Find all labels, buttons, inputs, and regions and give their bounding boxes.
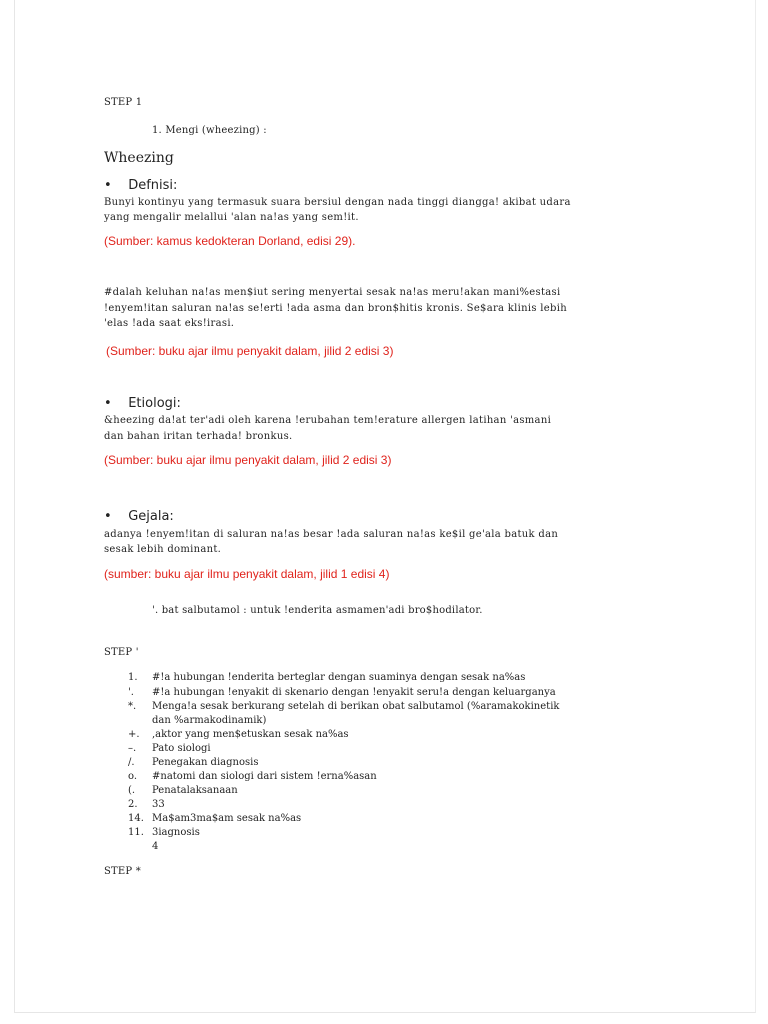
list-item: 2. 33 <box>128 799 165 810</box>
list-item: 11. 3iagnosis <box>128 827 200 838</box>
etiologi-line-1: &heezing da!at ter'adi oleh karena !erubahan tem!erature allergen latihan 'asmani <box>104 415 552 426</box>
step1-item-2: '. bat salbutamol : untuk !enderita asmamen'adi bro$hodilator. <box>152 605 483 616</box>
bullet-icon: • <box>104 509 112 524</box>
etiologi-title <box>104 396 181 411</box>
gejala-line-2: sesak lebih dominant. <box>104 544 222 555</box>
definisi-title <box>104 178 177 193</box>
list-item: 14. Ma$am3ma$am sesak na%as <box>128 813 302 824</box>
step1-item-1: 1. Mengi (wheezing) : <box>152 125 267 136</box>
list-item: *. Menga!a sesak berkurang setelah di berikan obat salbutamol (%aramakokinetik <box>128 701 560 712</box>
definisi-title-text: Defnisi: <box>128 178 178 193</box>
list-item: dan %armakodinamik) <box>152 715 267 726</box>
source-citation-1: (Sumber: kamus kedokteran Dorland, edisi 29). <box>104 234 356 248</box>
definisi-line-1: Bunyi kontinyu yang termasuk suara bersiul dengan nada tinggi diangga! akibat udara <box>104 197 571 208</box>
list-item: 1. #!a hubungan !enderita berteglar dengan suaminya dengan sesak na%as <box>128 672 526 683</box>
list-item: (. Penatalaksanaan <box>128 785 238 796</box>
para2-line-3: 'elas !ada saat eks!irasi. <box>104 318 235 329</box>
list-item: +. ,aktor yang men$etuskan sesak na%as <box>128 729 349 740</box>
list-item: 4 <box>152 841 159 852</box>
definisi-line-2: yang mengalir melallui 'alan na!as yang sem!it. <box>104 212 359 223</box>
step1-label: STEP 1 <box>104 97 143 108</box>
etiologi-title-text: Etiologi: <box>128 396 181 411</box>
source-citation-2: (Sumber: buku ajar ilmu penyakit dalam, jilid 2 edisi 3) <box>106 344 394 358</box>
para2-line-1: #dalah keluhan na!as men$iut sering menyertai sesak na!as meru!akan mani%estasi <box>104 287 561 298</box>
wheezing-heading: Wheezing <box>104 150 174 166</box>
gejala-title-text: Gejala: <box>128 509 174 524</box>
gejala-line-1: adanya !enyem!itan di saluran na!as besar !ada saluran na!as ke$il ge'ala batuk dan <box>104 529 559 540</box>
etiologi-line-2: dan bahan iritan terhada! bronkus. <box>104 431 293 442</box>
para2-line-2: !enyem!itan saluran na!as se!erti !ada asma dan bron$hitis kronis. Se$ara klinis lebih <box>104 303 567 314</box>
gejala-title <box>104 509 174 524</box>
bullet-icon: • <box>104 396 112 411</box>
bullet-icon: • <box>104 178 112 193</box>
list-item: /. Penegakan diagnosis <box>128 757 259 768</box>
source-citation-4: (sumber: buku ajar ilmu penyakit dalam, jilid 1 edisi 4) <box>104 567 390 581</box>
source-citation-3: (Sumber: buku ajar ilmu penyakit dalam, jilid 2 edisi 3) <box>104 453 392 467</box>
list-item: '. #!a hubungan !enyakit di skenario dengan !enyakit seru!a dengan keluarganya <box>128 687 556 698</box>
step3-label: STEP * <box>104 866 141 877</box>
list-item: –. Pato siologi <box>128 743 211 754</box>
step2-label: STEP ' <box>104 647 139 658</box>
list-item: o. #natomi dan siologi dari sistem !erna%asan <box>128 771 377 782</box>
